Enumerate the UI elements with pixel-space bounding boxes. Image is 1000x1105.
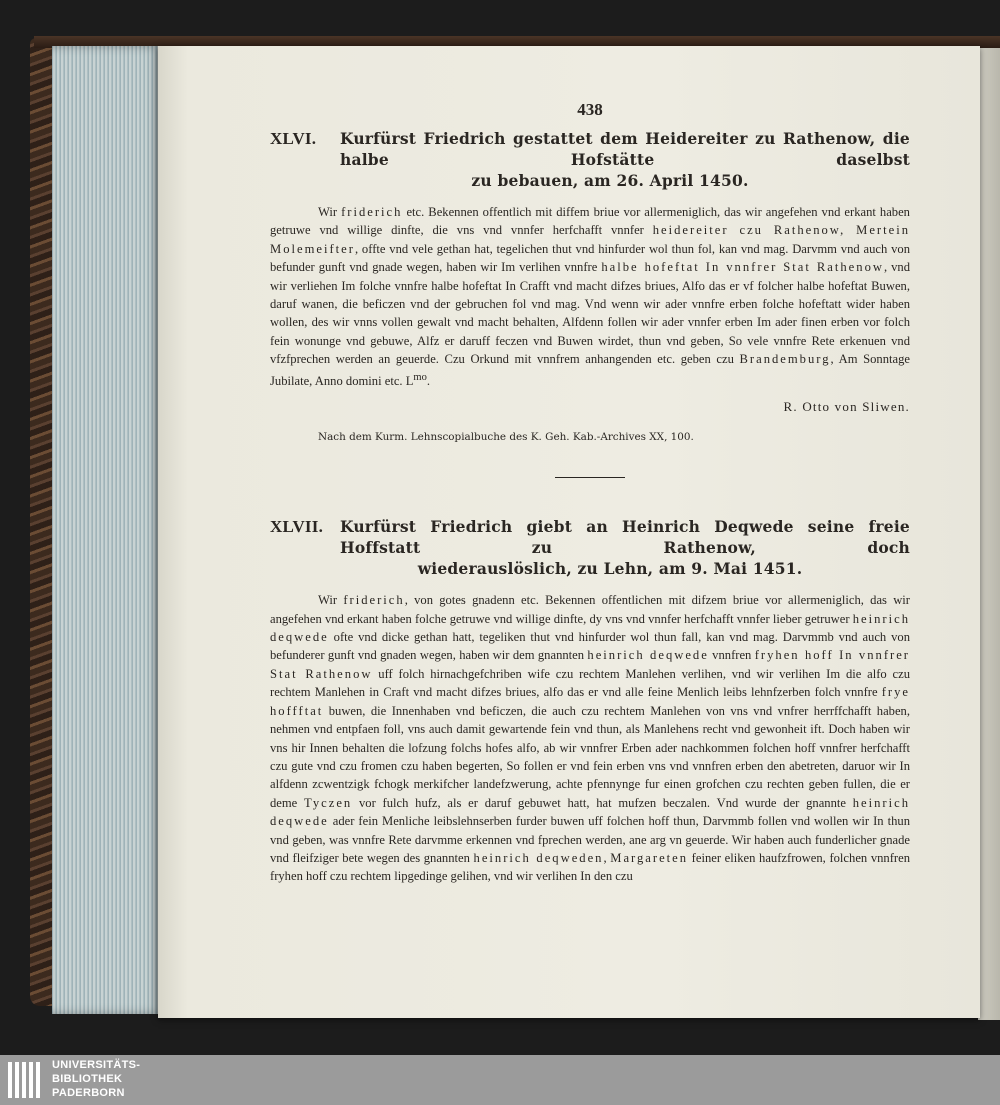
doc2-spaced-name: Margareten — [610, 850, 689, 865]
doc2-spaced-name: Tyczen — [304, 795, 353, 810]
doc2-title-line1: Kurfürst Friedrich giebt an Heinrich Deqwede seine freie Hoffstatt zu Rathenow, doch — [340, 517, 910, 558]
doc1-spaced-name: heidereiter czu Rathenow, Mertein Molemeifter — [270, 223, 910, 256]
page-edges — [52, 46, 162, 1014]
doc1-text: Wir — [318, 205, 342, 219]
library-name-line3: PADERBORN — [52, 1087, 125, 1099]
section-divider — [555, 477, 625, 478]
doc1-text: etc. Bekennen offentlich mit diffem briue vor allermeniglich, das wir angefehen vnd erkant haben getruwe vnd willige dinfte, die vns vnd vnnfer herfchafft vnnfer — [270, 205, 910, 238]
doc1-signature-text: R. Otto von Sliwen. — [783, 399, 910, 415]
doc2-spaced-name: heinrich deqwede — [270, 611, 910, 645]
doc1-signature — [270, 399, 910, 419]
page-right-edge — [978, 48, 1000, 1020]
doc1-number: XLVI. — [270, 129, 317, 148]
doc1-superscript: mo — [413, 371, 427, 383]
doc2-spaced-name: heinrich deqwede — [270, 795, 910, 829]
doc1-spaced-name: Brandemburg — [739, 352, 831, 367]
doc2-paragraph — [270, 591, 910, 886]
doc2-spaced-name: friderich — [343, 593, 405, 608]
library-name — [52, 1058, 140, 1100]
doc1-source: Nach dem Kurm. Lehnscopialbuche des K. Geh. Kab.-Archives XX, 100. — [318, 431, 694, 444]
doc2-title-line2: wiederauslöslich, zu Lehn, am 9. Mai 1451. — [417, 559, 803, 579]
doc1-text: . — [426, 373, 430, 388]
doc2-number: XLVII. — [270, 517, 324, 537]
doc2-heading — [270, 516, 910, 579]
doc2-spaced-name: fryhen hoff In vnnfrer Stat Rathenow — [270, 648, 910, 681]
page-number: 438 — [577, 100, 603, 119]
library-name-line1: UNIVERSITÄTS- — [52, 1059, 141, 1071]
doc2-text: vnnfren — [708, 648, 755, 663]
doc2-spaced-name: frye hoffftat — [270, 685, 910, 718]
doc2-text: buwen, die Innenhaben vnd beficzen, die auch czu rechtem Manlehen von vns vnd vnfrer herrffchafft haben, nehmen vnd entpfaen foll, vns auch damit gewartende fein vnd thun, als Manlehens recht vnd gewonheit ift. Doch haben wir vns hir Innen behalten die lofzung folchs hofes alfo, ab wir vnnfrer Erben ader nachkommen folchen hoff vnnfrer herfchafft czu gute vnd czu fromen czu haben begerten, So follen er vnd fein erben vns vnd vnnfren erben den abetreten, daruor wir In alfdenn zcwentzigk fchogk merkifcher landefzwerung, achte pfennynge fur einen grofchen czu rechten geben fullen, die er deme — [270, 703, 910, 810]
doc1-text: , offte vnd vele gethan hat, tegelichen thut vnd hinfurder wol thun fol, kan vnd mag. Darvmm vnd auch von befunder gunft vnd gnade wegen, haben wir Im verlihen vnnfre — [270, 241, 910, 275]
doc2-text: uff folch hirnachgefchriben wife czu rechtem Manlehen verlihen, vnd wir verlihen Im die alfo czu rechtem Manlehen in Craft vnd macht difzes briues, alfo das er vnd alle feine Menlich leibs lehnfzerben folch vnnfre — [270, 666, 910, 700]
doc2-text: , — [603, 850, 611, 865]
doc2-text: , von gotes gnadenn etc. Bekennen offentlichen mit difzem briue vor allermeniglich, das wir angefehen vnd erkant haben folche getruwe vnd willige dinfte, dy vns vnd vnnfer herfchafft vnnfer lieber getruwer — [270, 593, 910, 626]
page-content — [270, 98, 910, 886]
doc1-title-line2: zu bebauen, am 26. April 1450. — [471, 171, 749, 190]
doc2-text: Wir — [318, 593, 344, 608]
doc2-spaced-name: heinrich deqwede — [587, 648, 709, 663]
doc2-body — [270, 591, 910, 886]
doc2-text: ader fein Menliche leibslehnserben furder buwen uff folchen hoff thun, Darvmmb follen vnd wollen wir In thun vnd geben, was vnnfre Rete darvmme erkennen vnd fprechen werden, ane arg vn geuerde. Wir haben auch funderlicher gnade vnd fleifziger bete wegen des gnannten — [270, 814, 910, 865]
library-name-line2: BIBLIOTHEK — [52, 1073, 123, 1085]
doc2-text: ofte vnd dicke gethan hatt, tegeliken thut vnd hinfurder wol thun fall, kan vnd mag. Darvmmb vnd auch von befunderer gunft vnd gnaden wegen, haben wir dem gnannten — [270, 630, 910, 663]
doc2-spaced-name: heinrich deqweden — [473, 850, 604, 865]
doc1-heading — [270, 128, 910, 191]
doc1-text: , Am Sonntage Jubilate, Anno domini etc. L — [270, 352, 910, 388]
library-logo-icon — [6, 1058, 46, 1102]
doc1-paragraph — [270, 203, 910, 390]
doc2-text: vor fulch hufz, als er daruf gebuwet hatt, hat mufzen beczalen. Vnd wurde der gnannte — [352, 795, 853, 810]
library-footer — [0, 1055, 1000, 1105]
doc1-title-line1: Kurfürst Friedrich gestattet dem Heidereiter zu Rathenow, die halbe Hofstätte daselbst — [340, 129, 910, 169]
doc1-text: , vnd wir verliehen Im folche vnnfre halbe hofeftat In Crafft vnd macht difzes briues, Alfo das er vf folcher halbe hofeftat Buwen, daruf wanen, die beficzen vnd der gebruchen fol vnd mag. Vnd wenn wir ader vnnfre erben folche hofeftatt wider haben wollen, des wir vnns vollen gewalt vnd macht behalten, Alfdenn follen wir ader vnnfer erben Im ader finen erben vor folch fein wonunge vnd gebuwe, Alfz er daruff feczen vnd Buwen wirdet, thun vnd geben, So vele vnnfre Rete erkenuen vnd vfzfprechen werden an geuerde. Czu Orkund mit vnnfrem anhangenden etc. geben czu — [270, 260, 911, 367]
doc1-spaced-name: friderich — [341, 205, 403, 219]
doc1-spaced-name: halbe hofeftat In vnnfrer Stat Rathenow — [601, 260, 884, 275]
doc2-text: feiner eliken haufzfrowen, folchen vnnfren fryhen hoff czu rechtem lipgedinge gelihen, vnd wir verlihen In den czu — [270, 850, 910, 884]
doc1-body — [270, 203, 910, 390]
